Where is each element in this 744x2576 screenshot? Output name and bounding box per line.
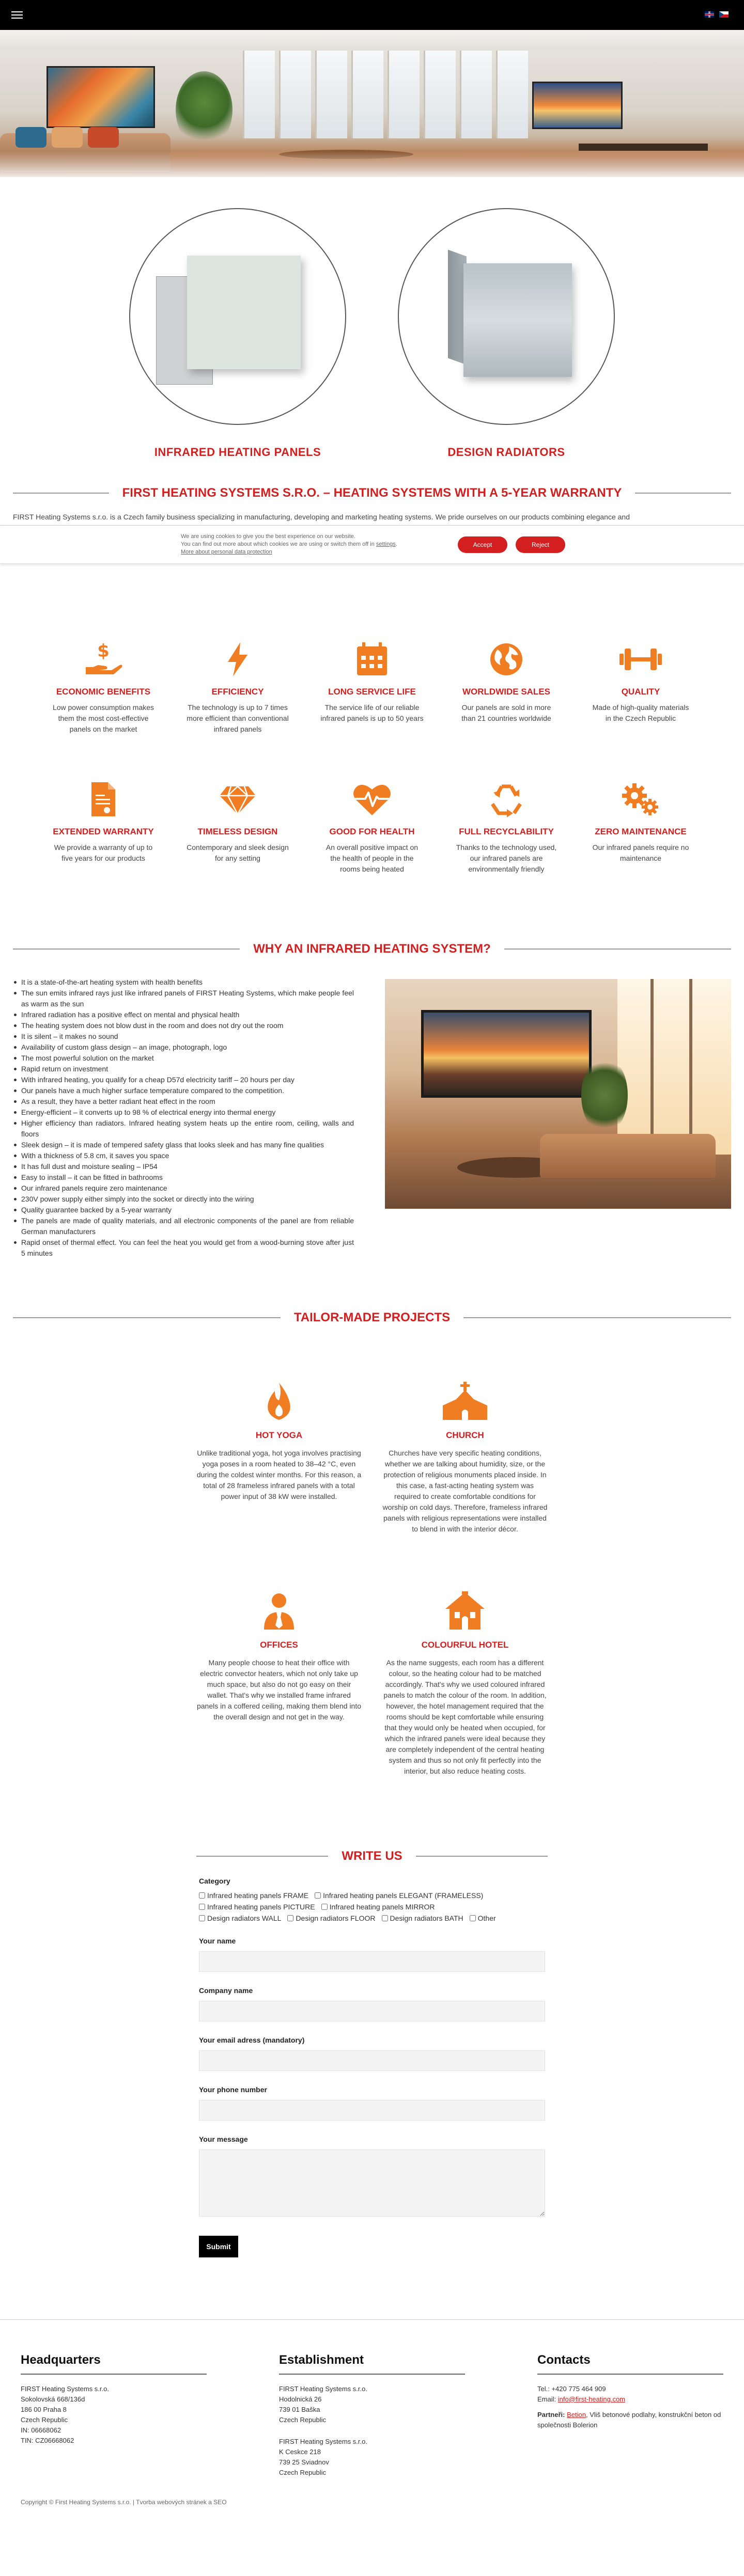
footer-heading: Contacts [537, 2353, 723, 2375]
phone-number: Tel.: +420 775 464 909 [537, 2385, 606, 2393]
benefit-title: EXTENDED WARRANTY [53, 827, 154, 836]
why-list-item: Rapid return on investment [13, 1064, 354, 1074]
partner-link[interactable]: Betion [567, 2411, 586, 2419]
house-icon [382, 1591, 548, 1631]
benefit-title: LONG SERVICE LIFE [328, 687, 416, 697]
address-line: TIN: CZ06668062 [21, 2437, 74, 2444]
top-bar [0, 0, 744, 30]
email-prefix: Email: [537, 2395, 556, 2403]
benefit-quality [574, 641, 708, 735]
category-option-label: Design radiators FLOOR [296, 1914, 376, 1922]
church-icon [382, 1382, 548, 1421]
why-list-item: 230V power supply either simply into the socket or directly into the wiring [13, 1194, 354, 1205]
dumbbell-icon [589, 641, 692, 677]
phone-label: Your phone number [199, 2085, 267, 2094]
design-radiators-title[interactable]: DESIGN RADIATORS [447, 446, 565, 459]
diamond-icon [186, 781, 289, 817]
project-church [372, 1382, 558, 1535]
why-list-item: The most powerful solution on the market [13, 1053, 354, 1064]
why-list-item: Infrared radiation has a positive effect on mental and physical health [13, 1009, 354, 1020]
category-option-label: Other [477, 1914, 496, 1922]
benefit-text: Contemporary and sleek design for any setting [187, 843, 289, 862]
project-text: Churches have very specific heating conditions, whether we are talking about humidity, size, or the protection of religious monuments placed inside. In this case, a fast-acting heating system was required to create comfortable conditions for worship on cold days. Therefore, frameless infrared panels with religious representations were installed to blend in with the interior décor. [382, 1449, 548, 1533]
address-line: FIRST Heating Systems s.r.o. [279, 2438, 367, 2445]
why-list-item: The panels are made of quality materials, and all electronic components of the panel are from reliable German manufacturers [13, 1215, 354, 1237]
benefits-grid [36, 641, 708, 875]
benefit-title: FULL RECYCLABILITY [459, 827, 554, 836]
phone-field-group [199, 2085, 545, 2121]
calendar-icon [320, 641, 424, 677]
category-option-label: Design radiators WALL [207, 1914, 282, 1922]
living-room-photo [385, 979, 731, 1209]
company-field-group [199, 1986, 545, 2021]
tailor-heading [13, 1310, 731, 1325]
infrared-panel-image [156, 256, 321, 382]
address-line: FIRST Heating Systems s.r.o. [21, 2385, 109, 2393]
benefit-design [171, 781, 305, 875]
why-list-item: Sleek design – it is made of tempered safety glass that looks sleek and has many fine qualities [13, 1140, 354, 1150]
benefit-title: TIMELESS DESIGN [197, 827, 278, 836]
infrared-panels-title[interactable]: INFRARED HEATING PANELS [154, 446, 321, 459]
intro-heading-text: FIRST HEATING SYSTEMS S.R.O. – HEATING SYSTEMS WITH A 5-YEAR WARRANTY [122, 486, 622, 500]
cookie-text [181, 533, 450, 556]
why-list-item: Quality guarantee backed by a 5-year warranty [13, 1205, 354, 1215]
message-textarea[interactable] [199, 2150, 545, 2217]
why-list-item: Rapid onset of thermal effect. You can feel the heat you would get from a wood-burning stove after just 5 minutes [13, 1237, 354, 1259]
email-input[interactable] [199, 2050, 545, 2071]
email-field-group [199, 2036, 545, 2071]
category-option[interactable] [315, 1891, 483, 1900]
benefit-service-life [305, 641, 439, 735]
office-worker-icon [196, 1591, 362, 1631]
category-checkbox[interactable] [199, 1892, 205, 1899]
category-option-label: Design radiators BATH [390, 1914, 463, 1922]
benefit-text: Thanks to the technology used, our infrared panels are environmentally friendly [456, 843, 557, 873]
product-infrared-panels [129, 208, 346, 459]
contact-form [199, 1877, 545, 2257]
address-line: Czech Republic [279, 2469, 327, 2476]
project-offices [186, 1591, 372, 1777]
cookie-settings-link[interactable]: settings [376, 541, 396, 547]
cookie-line-1: We are using cookies to give you the best experience on our website. [181, 533, 355, 540]
benefit-recyclability [439, 781, 574, 875]
category-checkbox[interactable] [382, 1915, 388, 1921]
product-design-radiators [398, 208, 615, 459]
why-list-item: As a result, they have a better radiant heat effect in the room [13, 1096, 354, 1107]
benefit-text: The technology is up to 7 times more efficient than conventional infrared panels [187, 703, 289, 733]
write-us-heading [196, 1849, 548, 1863]
company-input[interactable] [199, 2001, 545, 2021]
intro-heading [13, 486, 731, 500]
footer-contacts [537, 2353, 723, 2478]
project-text: Many people choose to heat their office with electric convector heaters, which not only take up much space, but also do not go easy on their wallet. That's why we installed frame infrared panels in a coffered ceiling, making them blend into the overall design and not get in the way. [196, 1658, 362, 1721]
benefit-economic [36, 641, 171, 735]
category-checkbox[interactable] [287, 1915, 293, 1921]
benefit-text: An overall positive impact on the health of people in the rooms being heated [326, 843, 419, 873]
design-radiators-image-link[interactable] [398, 208, 615, 425]
category-label: Category [199, 1877, 230, 1885]
footer-heading: Headquarters [21, 2353, 207, 2375]
why-list-item: It is a state-of-the-art heating system with health benefits [13, 977, 354, 988]
why-list-item: With infrared heating, you qualify for a cheap D57d electricity tariff – 20 hours per day [13, 1074, 354, 1085]
phone-input[interactable] [199, 2100, 545, 2121]
product-categories [0, 177, 744, 459]
partners-text: , Vliš betonové podlahy, konstrukční beton od společnosti Bolerion [537, 2411, 721, 2429]
project-colourful-hotel [372, 1591, 558, 1777]
benefit-text: We provide a warranty of up to five years for our products [54, 843, 153, 862]
language-switcher [705, 11, 729, 18]
why-list-item: Easy to install – it can be fitted in bathrooms [13, 1172, 354, 1183]
category-option-label: Infrared heating panels ELEGANT (FRAMELESS) [323, 1891, 484, 1900]
project-title: CHURCH [446, 1430, 484, 1440]
benefit-maintenance [574, 781, 708, 875]
name-input[interactable] [199, 1951, 545, 1972]
project-title: OFFICES [260, 1640, 298, 1650]
address-line: 186 00 Praha 8 [21, 2406, 67, 2413]
category-checkbox[interactable] [199, 1904, 205, 1910]
benefit-text: Our infrared panels require no maintenance [592, 843, 689, 862]
address-line: 739 01 Baška [279, 2406, 320, 2413]
why-heading [13, 942, 731, 956]
project-text: As the name suggests, each room has a different colour, so the heating colour had to be matched accordingly. That's why we used coloured infrared panels to match the colour of the room. In addition, however, the hotel management required that the rooms should be kept comfortable while ensuring that they would only be heated when occupied, for which the infrared panels were ideal because they are completely independent of the central heating system and thus so not only fit perfectly into the interior, but also reduce heating costs. [383, 1658, 547, 1775]
category-checkbox[interactable] [199, 1915, 205, 1921]
why-list-item: It is silent – it makes no sound [13, 1031, 354, 1042]
address-line: FIRST Heating Systems s.r.o. [279, 2385, 367, 2393]
why-list-item: Availability of custom glass design – an image, photograph, logo [13, 1042, 354, 1053]
why-list-item: It has full dust and moisture sealing – IP54 [13, 1161, 354, 1172]
cookie-line-2-text: You can find out more about which cookies we are using or switch them off in [181, 541, 375, 547]
establishment-addresses [279, 2384, 465, 2478]
benefit-title: GOOD FOR HEALTH [329, 827, 415, 836]
benefit-title: EFFICIENCY [211, 687, 264, 697]
email-label: Your email adress (mandatory) [199, 2036, 305, 2044]
globe-icon [455, 641, 558, 677]
category-option-label: Infrared heating panels PICTURE [207, 1903, 315, 1911]
project-title: HOT YOGA [255, 1430, 303, 1440]
cookie-banner [0, 525, 744, 564]
project-title: COLOURFUL HOTEL [421, 1640, 509, 1650]
hero-image [0, 30, 744, 177]
why-section [13, 977, 731, 1259]
write-us-heading-text: WRITE US [342, 1849, 402, 1863]
category-checkbox[interactable] [470, 1915, 476, 1921]
message-label: Your message [199, 2135, 248, 2143]
benefit-text: Made of high-quality materials in the Czech Republic [592, 703, 689, 722]
footer-heading: Establishment [279, 2353, 465, 2375]
benefit-efficiency [171, 641, 305, 735]
category-option[interactable] [382, 1914, 463, 1922]
svg-text:$: $ [97, 641, 110, 661]
category-option[interactable] [199, 1891, 308, 1900]
benefit-title: WORLDWIDE SALES [462, 687, 550, 697]
category-option[interactable] [321, 1903, 435, 1911]
contacts-info [537, 2384, 723, 2430]
name-field-group [199, 1937, 545, 1972]
project-hot-yoga [186, 1382, 372, 1535]
name-label: Your name [199, 1937, 236, 1945]
company-label: Company name [199, 1986, 253, 1995]
benefit-title: ZERO MAINTENANCE [595, 827, 687, 836]
benefit-worldwide [439, 641, 574, 735]
submit-button[interactable]: Submit [199, 2236, 238, 2257]
category-checkbox[interactable] [321, 1904, 328, 1910]
category-option[interactable] [470, 1914, 496, 1922]
address-line: Hodolnická 26 [279, 2395, 322, 2403]
cookie-accept-button[interactable]: Accept [458, 536, 507, 553]
why-list-item: Our panels have a much higher surface temperature compared to the competition. [13, 1085, 354, 1096]
document-icon [52, 781, 155, 817]
footer-establishment [279, 2353, 465, 2478]
category-checkbox[interactable] [315, 1892, 321, 1899]
address-line: K Ceskce 218 [279, 2448, 321, 2456]
why-list-item: The sun emits infrared rays just like infrared panels of FIRST Heating Systems, which make people feel as warm as the sun [13, 988, 354, 1009]
category-option[interactable] [287, 1914, 375, 1922]
footer [0, 2319, 744, 2478]
category-option-label: Infrared heating panels MIRROR [329, 1903, 435, 1911]
hamburger-menu-icon[interactable] [11, 11, 23, 19]
footer-headquarters [21, 2353, 207, 2478]
category-option[interactable] [199, 1914, 281, 1922]
intro-text: FIRST Heating Systems s.r.o. is a Czech family business specializing in manufacturing, developing and marketing heating systems. We pride ourselves on our products combining elegance and [13, 513, 630, 521]
flame-icon [196, 1382, 362, 1421]
why-heading-text: WHY AN INFRARED HEATING SYSTEM? [253, 942, 491, 956]
benefit-text: The service life of our reliable infrared panels is up to 50 years [320, 703, 424, 722]
lightning-icon [186, 641, 289, 677]
why-list-item: Higher efficiency than radiators. Infrared heating system heats up the entire room, ceiling, walls and floors [13, 1118, 354, 1140]
category-checkboxes [199, 1891, 545, 1922]
address-line: Sokolovská 668/136d [21, 2395, 85, 2403]
project-text: Unlike traditional yoga, hot yoga involves practising yoga poses in a room heated to 38–42 °C, even during the coldest winter months. For this reason, a total of 28 frameless infrared panels with a total power input of 38 kW were installed. [196, 1449, 362, 1500]
message-field-group [199, 2135, 545, 2219]
benefit-text: Our panels are sold in more than 21 countries worldwide [461, 703, 551, 722]
category-option-label: Infrared heating panels FRAME [207, 1891, 309, 1900]
heartbeat-icon [320, 781, 424, 817]
why-list-item: Our infrared panels require zero maintenance [13, 1183, 354, 1194]
gears-icon [589, 781, 692, 817]
hand-dollar-icon [52, 641, 155, 677]
copyright: Copyright © First Heating Systems s.r.o. | Tvorba webových stránek a SEO [21, 2499, 227, 2506]
cz-flag-icon[interactable] [719, 11, 729, 18]
address-line: Czech Republic [21, 2416, 68, 2424]
benefit-warranty [36, 781, 171, 875]
category-option[interactable] [199, 1903, 315, 1911]
cookie-privacy-link[interactable]: More about personal data protection [181, 549, 272, 555]
why-list-item: The heating system does not blow dust in the room and does not dry out the room [13, 1020, 354, 1031]
email-link[interactable]: info@first-heating.com [557, 2395, 625, 2403]
why-list-item: Energy-efficient – it converts up to 98 % of electrical energy into thermal energy [13, 1107, 354, 1118]
cookie-line-2: You can find out more about which cookies we are using or switch them off in settings. [181, 541, 397, 547]
partners-label: Partneři: [537, 2411, 565, 2419]
benefit-text: Low power consumption makes them the most cost-effective panels on the market [52, 703, 154, 733]
design-radiator-image [443, 253, 577, 377]
benefit-title: QUALITY [621, 687, 660, 697]
benefit-health [305, 781, 439, 875]
address-line: 739 25 Sviadnov [279, 2458, 329, 2466]
cookie-reject-button[interactable]: Reject [516, 536, 565, 553]
tailor-heading-text: TAILOR-MADE PROJECTS [293, 1310, 451, 1324]
why-list-item: With a thickness of 5.8 cm, it saves you space [13, 1150, 354, 1161]
benefit-title: ECONOMIC BENEFITS [56, 687, 151, 697]
projects-grid [186, 1382, 558, 1777]
hq-address [21, 2384, 207, 2446]
address-line: IN: 06668062 [21, 2426, 61, 2434]
infrared-panels-image-link[interactable] [129, 208, 346, 425]
uk-flag-icon[interactable] [705, 11, 714, 18]
why-list [13, 977, 354, 1259]
recycle-icon [455, 781, 558, 817]
address-line: Czech Republic [279, 2416, 327, 2424]
